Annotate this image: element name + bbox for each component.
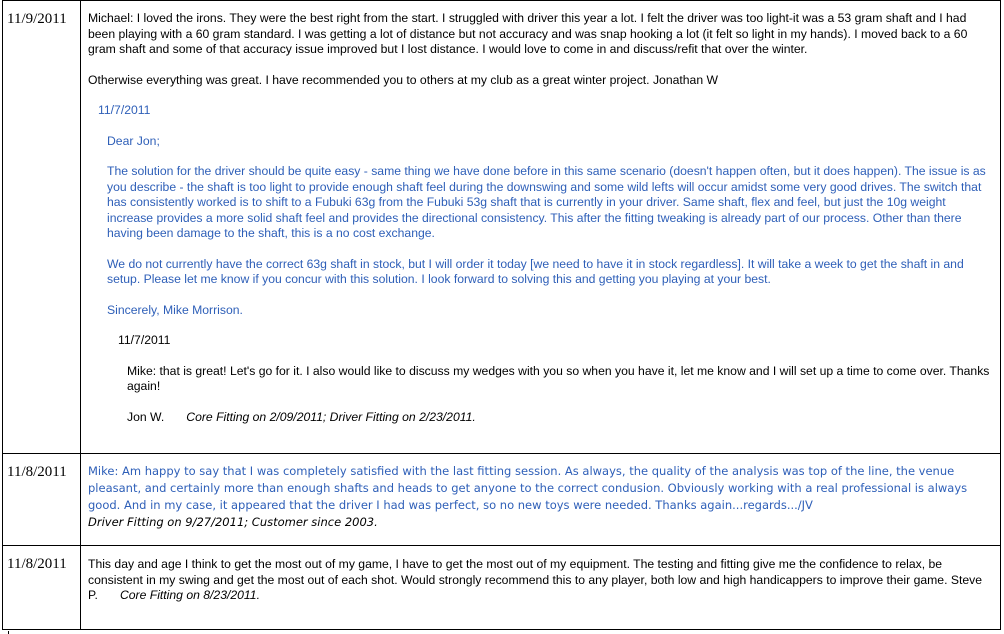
customer-comment: Michael: I loved the irons. They were the best right from the start. I struggled with driver this year a lot. I felt the driver was too light-it was a 53 gram shaft and I had been playing with a 60 gram standard. I was getting a lot of distance but not accuracy and was snap hooking a lot (it felt so light in my hands). I moved back to a 60 gram shaft and some of that accuracy issue improved but I lost distance. I would love to come in and discuss/refit that over the winter. [88,11,968,56]
entry-date: 11/8/2011 [3,454,81,546]
fitting-history: Core Fitting on 8/23/2011. [119,588,260,602]
fitting-history: Core Fitting on 2/09/2011; Driver Fitting on 2/23/2011. [186,409,476,424]
entry-cell [81,546,1001,630]
followup-signature-line [88,410,994,426]
followup-date: 11/7/2011 [118,333,171,347]
customer-comment-closing: Otherwise everything was great. I have recommended you to others at my club as a great winter project. Jonathan W [88,72,718,87]
fitting-history: Driver Fitting on 9/27/2011; Customer since 2003. [88,515,378,529]
customer-comment: Mike: Am happy to say that I was completely satisfied with the last fitting session. As always, the quality of the analysis was top of the line, the venue pleasant, and certainly more than enough shafts and heads to get anyone to the correct condusion. Obviously working with a real professional is always good. And in my case, it appeared that the driver I had was perfect, so no new toys were needed. Thanks again...regards.../JV [88,464,968,512]
reply-signature: Sincerely, Mike Morrison. [107,302,243,317]
entry-date: 11/8/2011 [3,546,81,630]
table-row [3,546,1001,630]
table-row [3,454,1001,546]
followup-signature: Jon W. [127,409,165,424]
reply-body-2: We do not currently have the correct 63g shaft in stock, but I will order it today [we need to have it in stock regardless]. It will take a week to get the shaft in and setup. Please let me know if you concur with this solution. I look forward to solving this and getting you playing at your best. [107,256,964,286]
table-row [3,1,1001,454]
entry-date: 11/9/2011 [3,1,81,454]
customer-comment: This day and age I think to get the most out of my game, I have to get the most out of my equipment. The testing and fitting give me the confidence to relax, be consistent in my swing and get the most out of each shot. Would strongly recommend this to any player, both low and high handicappers to improve their game. Steve P. [88,557,983,602]
reply-body: The solution for the driver should be quite easy - same thing we have done before in this same scenario (doesn't happen often, but it does happen). The issue is as you describe - the shaft is too light to provide enough shaft feel during the downswing and some wild lefts will occur amidst some very good drives. The switch that has consistently worked is to shift to a Fubuki 63g from the Fubuki 53g shaft that is currently in your driver. Same shaft, flex and feel, but just the 10g weight increase provides a more solid shaft feel and provides the directional consistency. This after the fitting tweaking is already part of our process. Other than there having been damage to the shaft, this is a no cost exchange. [107,164,986,240]
testimonial-table [2,0,1001,630]
reply-date: 11/7/2011 [98,103,151,117]
entry-cell [81,454,1001,546]
entry-cell [81,1,1001,454]
reply-greeting: Dear Jon; [107,133,160,148]
followup-body: Mike: that is great! Let's go for it. I also would like to discuss my wedges with you so when you have it, let me know and I will set up a time to come over. Thanks again! [127,363,990,393]
